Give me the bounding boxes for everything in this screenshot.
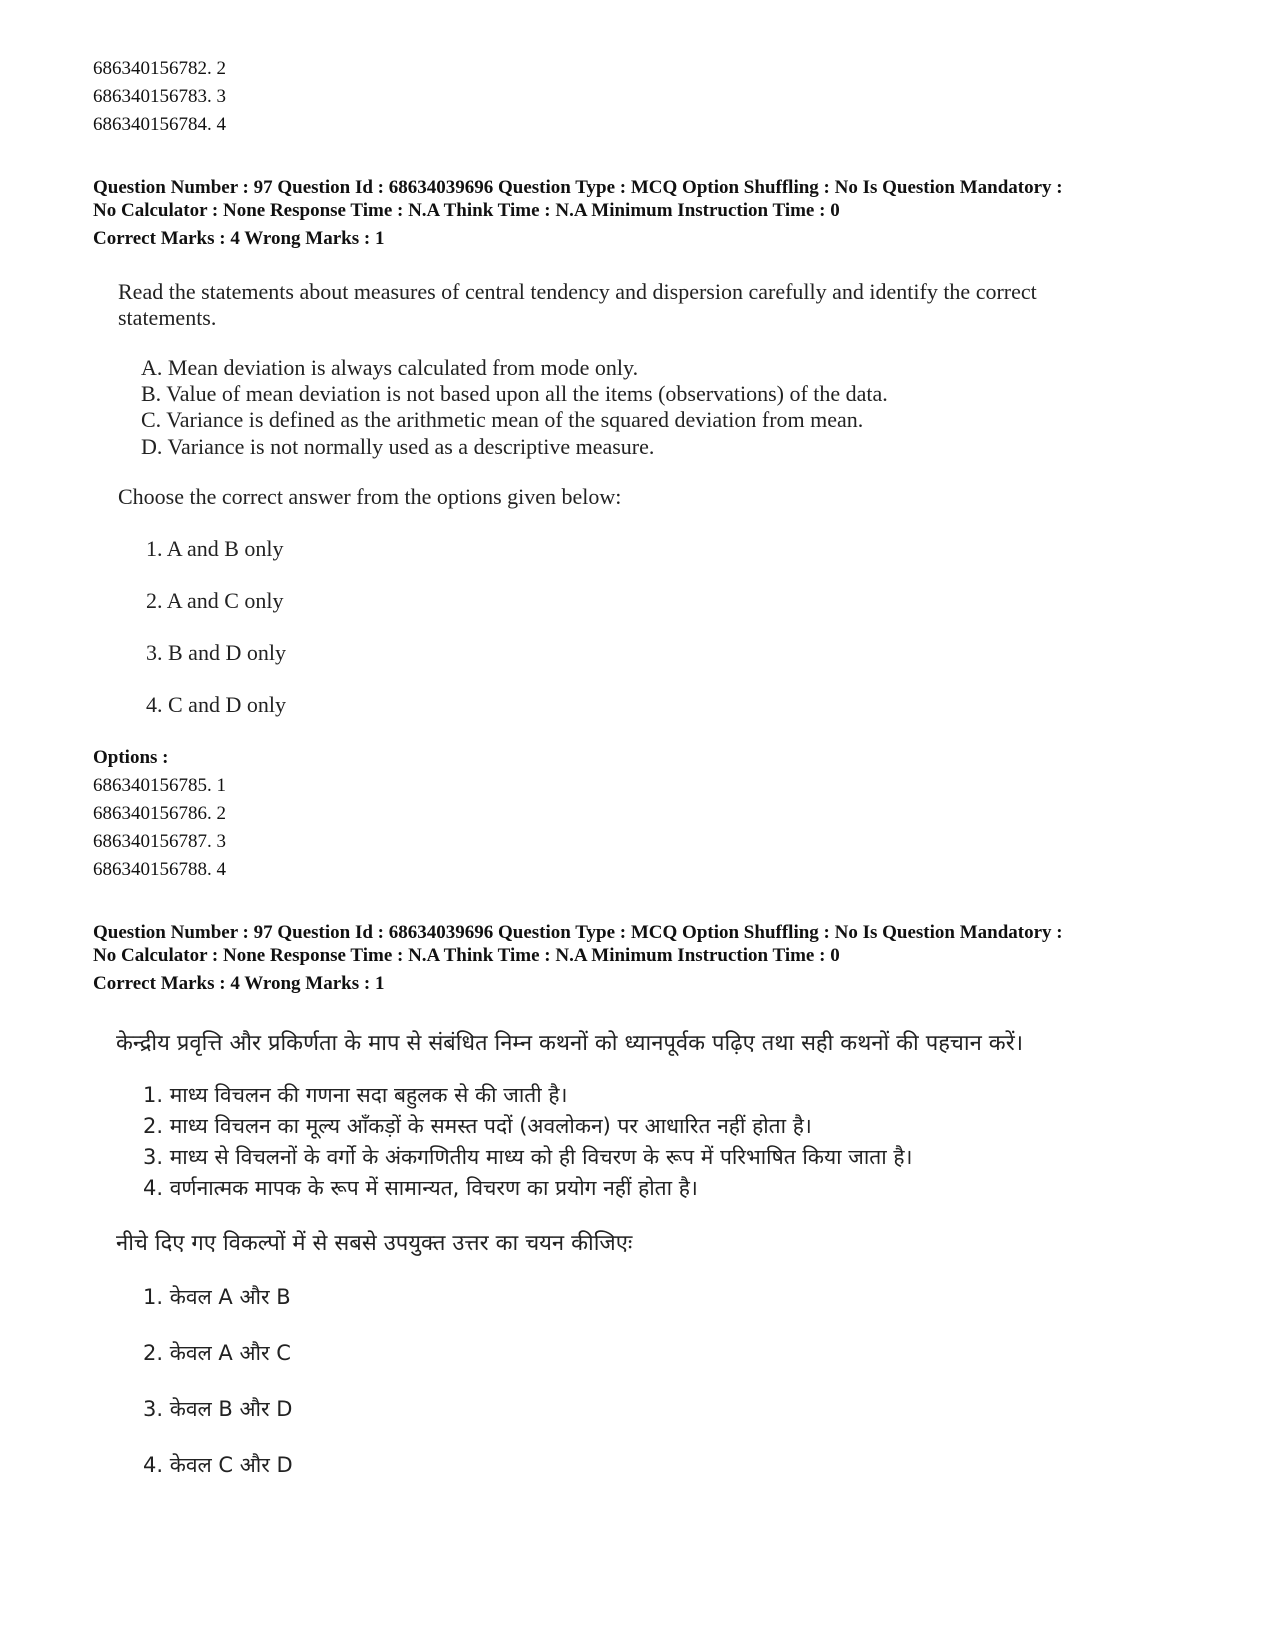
statement-1-hindi: 1. माध्य विचलन की गणना सदा बहुलक से की जाती है।: [143, 1083, 568, 1107]
answer-choice-4: 4. C and D only: [146, 692, 286, 717]
question-meta-line-2: No Calculator : None Response Time : N.A Think Time : N.A Minimum Instruction Time : 0: [93, 945, 840, 966]
question-text-hindi: केन्द्रीय प्रवृत्ति और प्रकिर्णता के माप से संबंधित निम्न कथनों को ध्यानपूर्वक पढ़िए तथा सही कथनों की पहचान करें।: [116, 1031, 1024, 1056]
option-line: 686340156785. 1: [93, 775, 226, 796]
question-text-line-1: Read the statements about measures of central tendency and dispersion carefully and identify the correct: [118, 279, 1037, 304]
question-marks: Correct Marks : 4 Wrong Marks : 1: [93, 228, 385, 249]
statement-2-hindi: 2. माध्य विचलन का मूल्य आँकड़ों के समस्त पदों (अवलोकन) पर आधारित नहीं होता है।: [143, 1114, 812, 1138]
question-text-line-2: statements.: [118, 305, 217, 330]
options-label: Options :: [93, 747, 169, 768]
answer-choice-2-hindi: 2. केवल A और C: [143, 1341, 291, 1365]
answer-choice-1-hindi: 1. केवल A और B: [143, 1285, 291, 1309]
question-meta-line-1: Question Number : 97 Question Id : 68634039696 Question Type : MCQ Option Shuffling : No Is Question Mandatory :: [93, 177, 1063, 198]
statement-3-hindi: 3. माध्य से विचलनों के वर्गो के अंकगणितीय माध्य को ही विचरण के रूप में परिभाषित किया जाता है।: [143, 1145, 913, 1169]
statement-d: D. Variance is not normally used as a descriptive measure.: [141, 434, 655, 459]
answer-choice-3-hindi: 3. केवल B और D: [143, 1397, 293, 1421]
choose-instruction-hindi: नीचे दिए गए विकल्पों में से सबसे उपयुक्त उत्तर का चयन कीजिएः: [116, 1231, 633, 1256]
option-line: 686340156783. 3: [93, 86, 226, 107]
statement-b: B. Value of mean deviation is not based upon all the items (observations) of the data.: [141, 381, 888, 406]
answer-choice-3: 3. B and D only: [146, 640, 286, 665]
question-meta-line-1: Question Number : 97 Question Id : 68634039696 Question Type : MCQ Option Shuffling : No Is Question Mandatory :: [93, 922, 1063, 943]
choose-instruction: Choose the correct answer from the options given below:: [118, 484, 622, 509]
question-marks: Correct Marks : 4 Wrong Marks : 1: [93, 973, 385, 994]
question-meta-line-2: No Calculator : None Response Time : N.A Think Time : N.A Minimum Instruction Time : 0: [93, 200, 840, 221]
answer-choice-1: 1. A and B only: [146, 536, 284, 561]
option-line: 686340156786. 2: [93, 803, 226, 824]
statement-c: C. Variance is defined as the arithmetic mean of the squared deviation from mean.: [141, 407, 864, 432]
statement-4-hindi: 4. वर्णनात्मक मापक के रूप में सामान्यत, विचरण का प्रयोग नहीं होता है।: [143, 1176, 698, 1200]
option-line: 686340156787. 3: [93, 831, 226, 852]
answer-choice-2: 2. A and C only: [146, 588, 284, 613]
answer-choice-4-hindi: 4. केवल C और D: [143, 1453, 293, 1477]
statement-a: A. Mean deviation is always calculated from mode only.: [141, 355, 639, 380]
option-line: 686340156782. 2: [93, 58, 226, 79]
option-line: 686340156784. 4: [93, 114, 226, 135]
option-line: 686340156788. 4: [93, 859, 226, 880]
